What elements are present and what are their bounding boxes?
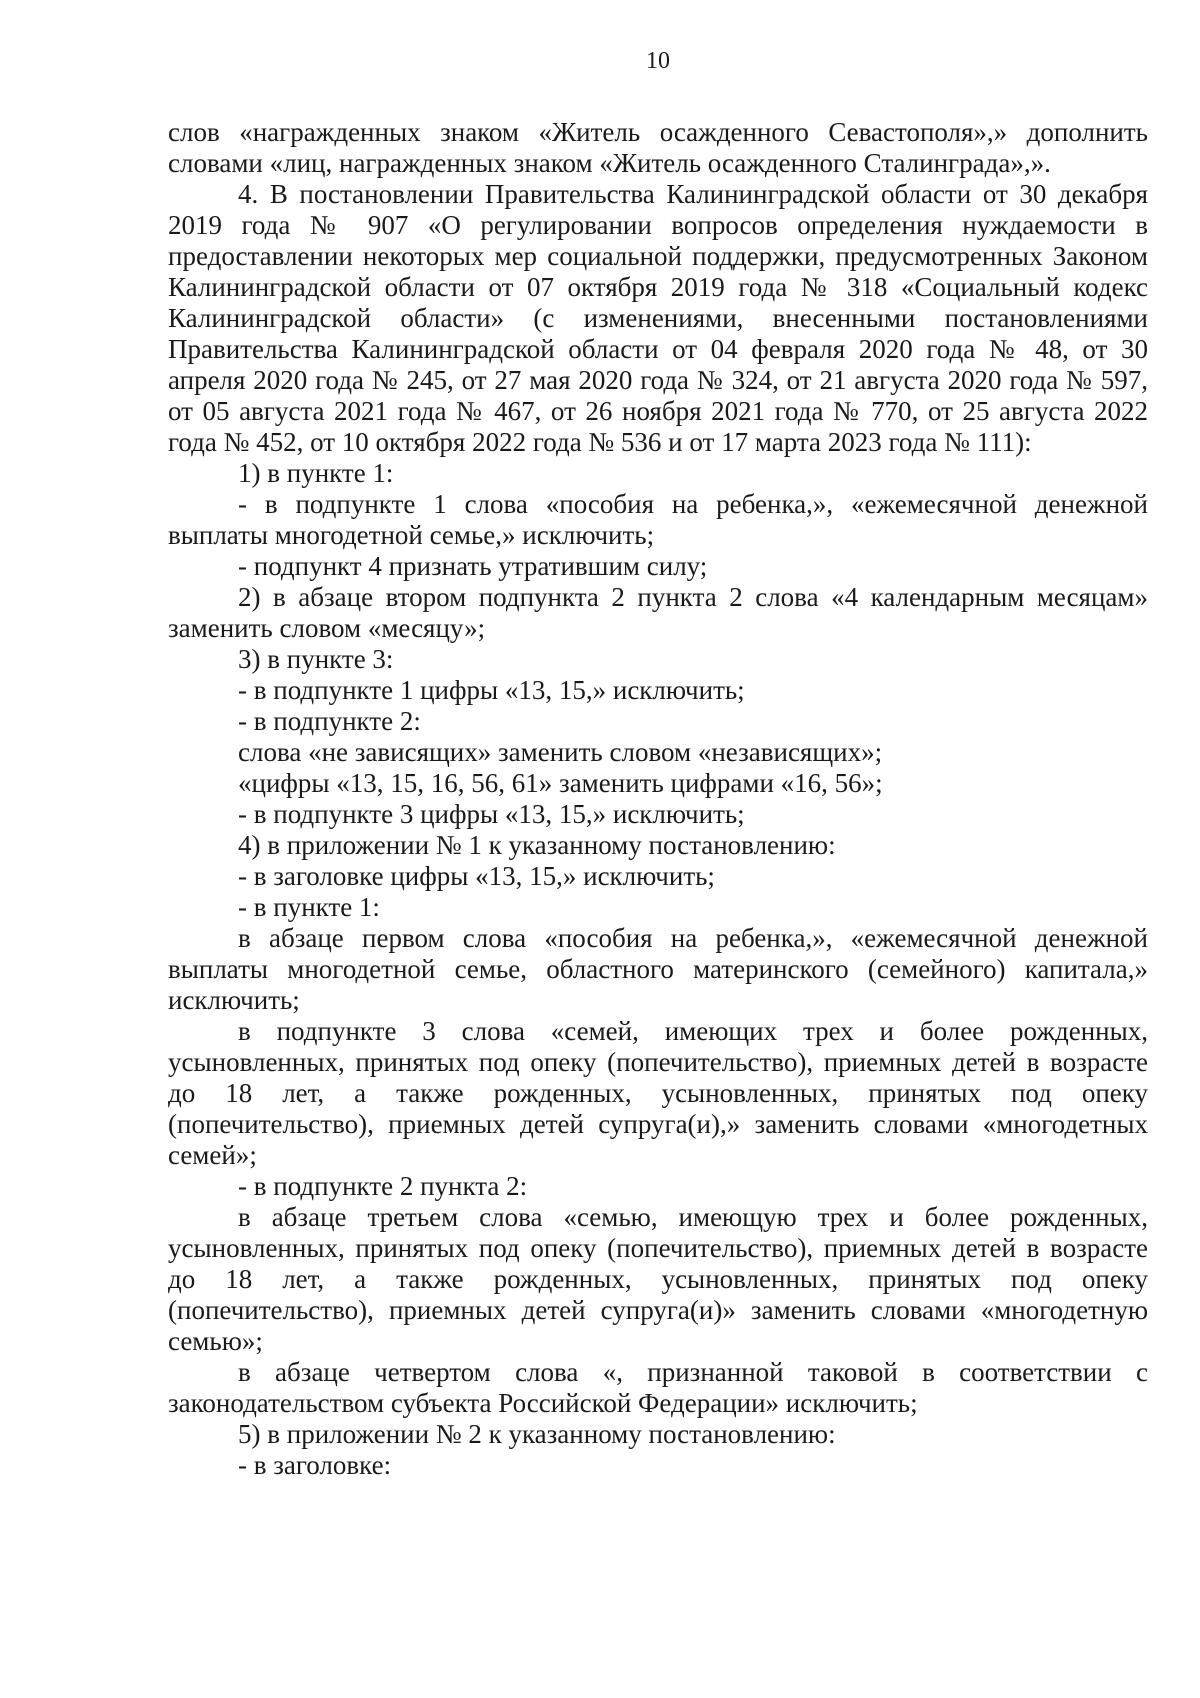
- paragraph: - в подпункте 1 цифры «13, 15,» исключить;: [238, 675, 745, 705]
- paragraph: - в заголовке:: [238, 1450, 392, 1480]
- paragraph: слов «награжденных знаком «Житель осажденного Севастополя»,» дополнить словами «лиц, награжденных знаком «Житель осажденного Сталинграда»,».: [168, 117, 1148, 178]
- paragraph: - в заголовке цифры «13, 15,» исключить;: [238, 861, 715, 891]
- paragraph: 4. В постановлении Правительства Калининградской области от 30 декабря 2019 года № 907 «О регулировании вопросов определения нуждаемости в предоставлении некоторых мер социальной поддержки, предусмотренных Законом Калининградской области от 07 октября 2019 года № 318 «Социальный кодекс Калининградской области» (с изменениями, внесенными постановлениями Правительства Калининградской области от 04 февраля 2020 года № 48, от 30 апреля 2020 года № 245, от 27 мая 2020 года № 324, от 21 августа 2020 года № 597, от 05 августа 2021 года № 467, от 26 ноября 2021 года № 770, от 25 августа 2022 года № 452, от 10 октября 2022 года № 536 и от 17 марта 2023 года № 111):: [168, 179, 1148, 457]
- paragraph: 3) в пункте 3:: [238, 644, 394, 674]
- paragraph: 1) в пункте 1:: [238, 458, 394, 488]
- paragraph: в подпункте 3 слова «семей, имеющих трех и более рожденных, усыновленных, принятых под опеку (попечительство), приемных детей в возрасте до 18 лет, а также рожденных, усыновленных, принятых под опеку (попечительство), приемных детей супруга(и),» заменить словами «многодетных семей»;: [168, 1016, 1148, 1170]
- paragraph: - в подпункте 3 цифры «13, 15,» исключить;: [238, 799, 745, 829]
- paragraph: - в подпункте 2 пункта 2:: [238, 1171, 528, 1201]
- paragraph: 5) в приложении № 2 к указанному постановлению:: [238, 1419, 836, 1449]
- paragraph: 2) в абзаце втором подпункта 2 пункта 2 слова «4 календарным месяцам» заменить словом «месяцу»;: [168, 582, 1148, 643]
- paragraph: - в подпункте 1 слова «пособия на ребенка,», «ежемесячной денежной выплаты многодетной семье,» исключить;: [168, 489, 1148, 550]
- document-body: [168, 117, 1148, 1481]
- paragraph: - в пункте 1:: [238, 892, 380, 922]
- paragraph: в абзаце четвертом слова «, признанной таковой в соответствии с законодательством субъекта Российской Федерации» исключить;: [168, 1357, 1148, 1418]
- page-number: 10: [646, 48, 670, 74]
- paragraph: - подпункт 4 признать утратившим силу;: [238, 551, 708, 581]
- paragraph: «цифры «13, 15, 16, 56, 61» заменить цифрами «16, 56»;: [238, 768, 883, 798]
- paragraph: в абзаце третьем слова «семью, имеющую трех и более рожденных, усыновленных, принятых под опеку (попечительство), приемных детей в возрасте до 18 лет, а также рожденных, усыновленных, принятых под опеку (попечительство), приемных детей супруга(и)» заменить словами «многодетную семью»;: [168, 1202, 1148, 1356]
- paragraph: 4) в приложении № 1 к указанному постановлению:: [238, 830, 836, 860]
- paragraph: - в подпункте 2:: [238, 706, 421, 736]
- paragraph: в абзаце первом слова «пособия на ребенка,», «ежемесячной денежной выплаты многодетной семье, областного материнского (семейного) капитала,» исключить;: [168, 923, 1148, 1015]
- paragraph: слова «не зависящих» заменить словом «независящих»;: [238, 737, 883, 767]
